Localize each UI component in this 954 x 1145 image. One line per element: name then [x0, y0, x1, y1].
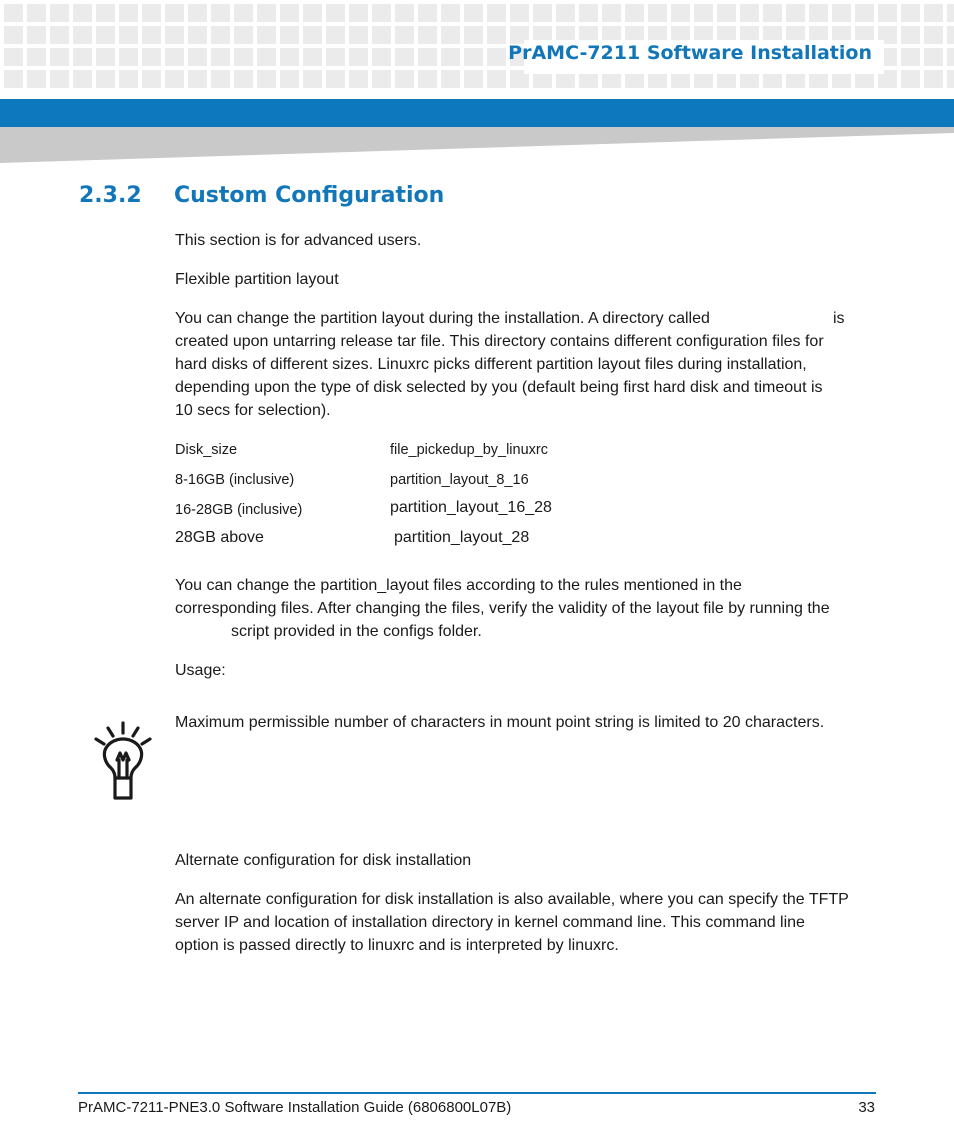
- header-pattern-square: [418, 70, 437, 88]
- header-pattern-square: [188, 26, 207, 44]
- header-pattern-square: [211, 70, 230, 88]
- header-pattern-square: [119, 70, 138, 88]
- header-pattern-square: [464, 48, 483, 66]
- header-pattern-square: [119, 4, 138, 22]
- header-pattern-square: [303, 26, 322, 44]
- header-pattern-square: [303, 70, 322, 88]
- header-pattern-square: [809, 4, 828, 22]
- header-pattern-square: [188, 4, 207, 22]
- header-pattern-square: [372, 48, 391, 66]
- header-pattern-square: [96, 26, 115, 44]
- header-pattern-square: [326, 70, 345, 88]
- header-pattern-square: [878, 4, 897, 22]
- section-title: Custom Configuration: [174, 183, 445, 208]
- header-pattern-square: [464, 26, 483, 44]
- header-pattern-square: [464, 70, 483, 88]
- table-cell: 8-16GB (inclusive): [175, 472, 295, 488]
- header-pattern-square: [510, 4, 529, 22]
- header-pattern-square: [441, 70, 460, 88]
- header-pattern-square: [441, 4, 460, 22]
- header-pattern-square: [4, 48, 23, 66]
- header-pattern-square: [418, 4, 437, 22]
- table-cell: partition_layout_8_16: [390, 472, 529, 488]
- header-pattern-square: [372, 70, 391, 88]
- section-number: 2.3.2: [79, 183, 142, 208]
- header-pattern-square: [556, 4, 575, 22]
- header-pattern-square: [763, 4, 782, 22]
- header-pattern-square: [326, 4, 345, 22]
- header-pattern-square: [50, 26, 69, 44]
- header-pattern-square: [119, 48, 138, 66]
- header-pattern-square: [671, 4, 690, 22]
- header-pattern-square: [165, 4, 184, 22]
- footer-rule: [78, 1092, 876, 1094]
- header-pattern-square: [901, 70, 920, 88]
- header-pattern-square: [717, 4, 736, 22]
- paragraph-line: You can change the partition_layout files according to the rules mentioned in the: [175, 577, 742, 594]
- header-pattern-square: [395, 26, 414, 44]
- header-pattern-square: [211, 4, 230, 22]
- header-pattern-square: [211, 26, 230, 44]
- header-pattern-square: [280, 70, 299, 88]
- header-pattern-square: [142, 70, 161, 88]
- header-pattern-square: [349, 48, 368, 66]
- header-pattern-square: [4, 4, 23, 22]
- header-pattern-square: [625, 4, 644, 22]
- table-header-file: file_pickedup_by_linuxrc: [390, 442, 548, 458]
- header-pattern-square: [50, 70, 69, 88]
- header-pattern-square: [418, 26, 437, 44]
- paragraph-line: An alternate configuration for disk installation is also available, where you can specify the TFTP: [175, 891, 849, 908]
- note-text: Maximum permissible number of characters in mount point string is limited to 20 characters.: [175, 714, 825, 731]
- paragraph-line: You can change the partition layout during the installation. A directory called: [175, 310, 710, 327]
- lightbulb-icon: [92, 720, 156, 804]
- header-pattern-square: [96, 4, 115, 22]
- header-pattern-square: [303, 4, 322, 22]
- flex-partition-heading: Flexible partition layout: [175, 271, 339, 288]
- header-pattern-square: [234, 70, 253, 88]
- header-pattern-square: [487, 4, 506, 22]
- header-pattern-square: [947, 48, 954, 66]
- paragraph-line: depending upon the type of disk selected by you (default being first hard disk and timeout is: [175, 379, 823, 396]
- header-pattern-square: [487, 70, 506, 88]
- paragraph-line: corresponding files. After changing the files, verify the validity of the layout file by running the: [175, 600, 830, 617]
- header-pattern-square: [73, 48, 92, 66]
- header-pattern-square: [280, 26, 299, 44]
- header-pattern-square: [165, 26, 184, 44]
- running-header-title: PrAMC-7211 Software Installation: [508, 42, 872, 64]
- header-pattern-square: [372, 4, 391, 22]
- header-pattern-square: [326, 48, 345, 66]
- table-cell: partition_layout_28: [394, 529, 530, 546]
- header-pattern-square: [924, 70, 943, 88]
- header-pattern-square: [188, 48, 207, 66]
- header-pattern-square: [27, 4, 46, 22]
- header-pattern-square: [395, 48, 414, 66]
- header-pattern-square: [280, 4, 299, 22]
- header-pattern-square: [372, 26, 391, 44]
- header-pattern-square: [326, 26, 345, 44]
- table-cell: 28GB above: [175, 529, 264, 546]
- paragraph-line: created upon untarring release tar file. This directory contains different configuration files for: [175, 333, 824, 350]
- header-pattern-square: [234, 48, 253, 66]
- header-pattern-square: [165, 48, 184, 66]
- header-pattern-square: [119, 26, 138, 44]
- header-pattern-square: [441, 26, 460, 44]
- header-pattern-square: [487, 48, 506, 66]
- header-pattern-square: [96, 70, 115, 88]
- header-pattern-square: [73, 70, 92, 88]
- table-header-disk-size: Disk_size: [175, 442, 238, 458]
- header-pattern-square: [602, 4, 621, 22]
- header-pattern-square: [901, 4, 920, 22]
- header-pattern-square: [303, 48, 322, 66]
- header-pattern-square: [349, 26, 368, 44]
- header-pattern-square: [234, 26, 253, 44]
- usage-label: Usage:: [175, 662, 226, 679]
- header-pattern-square: [579, 4, 598, 22]
- header-pattern-square: [395, 70, 414, 88]
- paragraph-line: hard disks of different sizes. Linuxrc picks different partition layout files during installation,: [175, 356, 807, 373]
- header-pattern-square: [533, 4, 552, 22]
- header-pattern-square: [487, 26, 506, 44]
- table-cell: partition_layout_16_28: [390, 499, 552, 516]
- header-pattern-square: [50, 4, 69, 22]
- header-pattern-square: [211, 48, 230, 66]
- header-pattern-square: [73, 4, 92, 22]
- intro-text: This section is for advanced users.: [175, 232, 422, 249]
- header-pattern-square: [142, 26, 161, 44]
- header-pattern-square: [924, 26, 943, 44]
- header-pattern-square: [349, 70, 368, 88]
- header-pattern-square: [50, 48, 69, 66]
- footer-document-title: PrAMC-7211-PNE3.0 Software Installation Guide (6806800L07B): [78, 1099, 512, 1116]
- header-pattern-square: [257, 70, 276, 88]
- header-pattern-square: [924, 48, 943, 66]
- header-pattern-square: [832, 4, 851, 22]
- header-pattern-row: [4, 4, 954, 22]
- header-pattern-square: [257, 4, 276, 22]
- header-pattern-square: [464, 4, 483, 22]
- header-pattern-square: [142, 4, 161, 22]
- header-pattern-square: [257, 26, 276, 44]
- header-pattern-square: [96, 48, 115, 66]
- paragraph-line-end: is: [833, 310, 845, 327]
- header-pattern-square: [694, 4, 713, 22]
- header-pattern-square: [786, 4, 805, 22]
- header-pattern-square: [4, 26, 23, 44]
- header-blue-bar: [0, 99, 954, 127]
- page-number: 33: [858, 1099, 875, 1116]
- header-pattern-square: [27, 70, 46, 88]
- paragraph-line: 10 secs for selection).: [175, 402, 331, 419]
- header-pattern-square: [165, 70, 184, 88]
- alternate-config-heading: Alternate configuration for disk installation: [175, 852, 472, 869]
- header-pattern-square: [73, 26, 92, 44]
- header-pattern-square: [947, 4, 954, 22]
- paragraph-line: script provided in the configs folder.: [231, 623, 482, 640]
- header-pattern-square: [947, 26, 954, 44]
- header-pattern-square: [648, 4, 667, 22]
- header-pattern-square: [418, 48, 437, 66]
- header-pattern-square: [395, 4, 414, 22]
- header-pattern-square: [901, 48, 920, 66]
- table-cell: 16-28GB (inclusive): [175, 502, 303, 518]
- header-pattern-square: [188, 70, 207, 88]
- header-pattern-square: [740, 4, 759, 22]
- header-pattern-square: [27, 26, 46, 44]
- paragraph-line: server IP and location of installation directory in kernel command line. This command line: [175, 914, 805, 931]
- paragraph-line: option is passed directly to linuxrc and is interpreted by linuxrc.: [175, 937, 619, 954]
- header-gray-wedge: [0, 127, 954, 163]
- header-pattern-square: [947, 70, 954, 88]
- header-pattern-square: [924, 4, 943, 22]
- header-pattern-square: [349, 4, 368, 22]
- header-pattern-square: [27, 48, 46, 66]
- header-pattern-square: [280, 48, 299, 66]
- header-pattern-square: [257, 48, 276, 66]
- header-pattern-square: [901, 26, 920, 44]
- header-pattern-square: [855, 4, 874, 22]
- header-pattern-square: [234, 4, 253, 22]
- header-pattern-square: [142, 48, 161, 66]
- header-pattern-square: [441, 48, 460, 66]
- header-pattern-square: [4, 70, 23, 88]
